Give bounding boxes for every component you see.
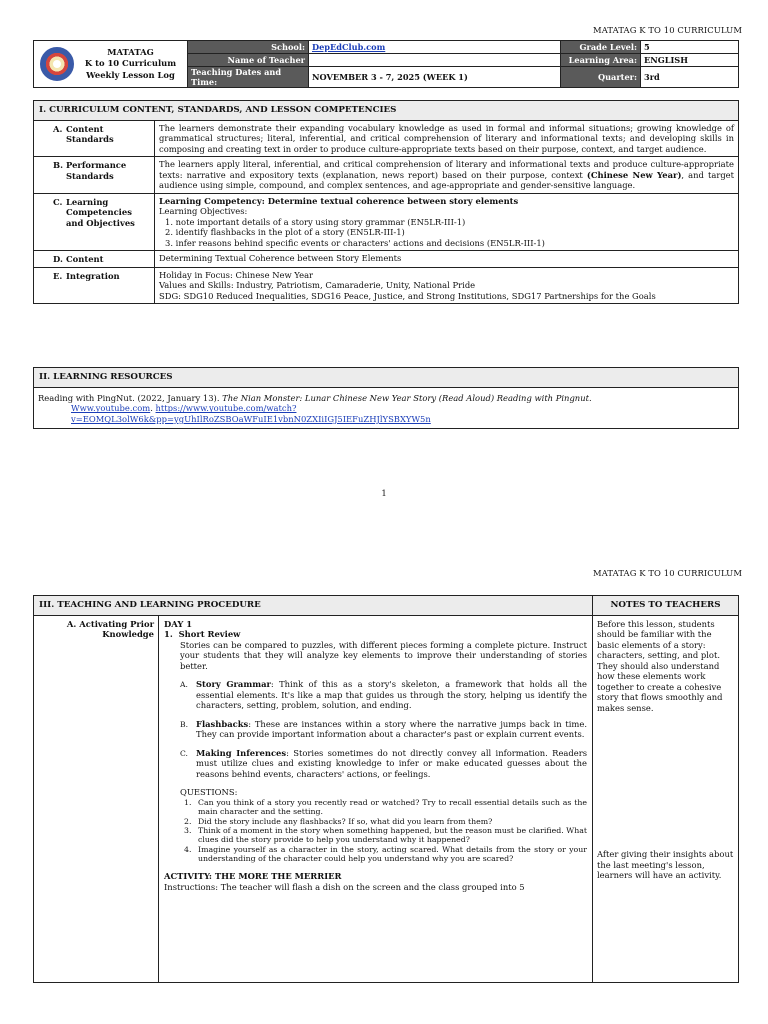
text-run-bold: (Chinese New Year)	[586, 169, 682, 180]
row-label	[34, 157, 155, 193]
row-letter: C.	[53, 196, 63, 207]
row-label	[34, 194, 155, 251]
page-number: 1	[381, 488, 387, 498]
procedure-table	[33, 595, 739, 983]
school-link[interactable]: DepEdClub.com	[312, 41, 386, 52]
reference-links	[38, 414, 734, 425]
area-label: Learning Area:	[561, 54, 641, 67]
procedure-table-header	[34, 596, 738, 616]
question-number: 4.	[184, 844, 192, 854]
row-content	[155, 268, 738, 304]
item-desc: : Think of this as a story's skeleton, a framework that holds all the essential elements. It's like a map that guides us through the story, helping us identify the characters, setting, problem, solution, and ending.	[196, 679, 587, 711]
question-item	[184, 845, 587, 864]
item-key: C.	[180, 748, 188, 758]
text-run: The learners apply literal, inferential, and critical comprehension of literary and informational texts and produce culture-appropriate texts: narrative and expository texts (explanation, news report) based on their purpose, context	[159, 159, 734, 180]
row-content	[155, 157, 738, 193]
question-text: Imagine yourself as a character in the story, acting scared. What details from the story or your understanding of the character could help you understand why you are scared?	[198, 844, 587, 863]
concept-item	[180, 748, 587, 780]
item-term: Making Inferences	[196, 747, 287, 758]
grade-value: 5	[641, 41, 738, 54]
item-text	[196, 719, 587, 740]
item-text	[196, 748, 587, 780]
list-number: 1.	[164, 629, 173, 640]
teacher-value	[309, 54, 561, 67]
row-letter: E.	[53, 270, 63, 281]
short-review-title: Short Review	[178, 629, 241, 640]
reference-links: Www.youtube.com. https://www.youtube.com/watch?	[71, 403, 297, 414]
text-run: .	[588, 392, 592, 403]
question-item	[184, 817, 587, 826]
row-letter: D.	[53, 254, 63, 265]
item-text	[196, 679, 587, 711]
concept-item	[180, 719, 587, 740]
video-link-continued[interactable]: v=EOMQL3olW6k&pp=ygUhIlRoZSBOaWFuIE1vbnN0ZXIiIGJ5IEFuZHJlYSBXYW5n	[71, 413, 431, 424]
row-label-text: Learning Competencies and Objectives	[66, 196, 135, 228]
row-label	[34, 268, 155, 304]
row-label-text: Activating Prior Knowledge	[79, 618, 154, 640]
running-header: MATATAG K TO 10 CURRICULUM	[593, 25, 742, 35]
integration-row	[34, 268, 738, 304]
reference-line	[38, 393, 734, 404]
title-line: MATATAG	[107, 46, 154, 57]
row-content: Determining Textual Coherence between Story Elements	[159, 253, 402, 264]
dates-value: NOVEMBER 3 - 7, 2025 (WEEK 1)	[309, 67, 561, 88]
header-fields	[188, 41, 738, 87]
school-value	[309, 41, 561, 54]
question-item	[184, 798, 587, 817]
procedure-content	[159, 616, 593, 982]
row-label-text: Performance Standards	[66, 160, 127, 181]
youtube-link[interactable]: Www.youtube.com	[71, 403, 151, 414]
row-label-text: Content Standards	[66, 123, 114, 145]
video-link[interactable]: https://www.youtube.com/watch?	[155, 403, 297, 414]
item-key: B.	[180, 719, 188, 729]
question-item	[184, 826, 587, 845]
area-value: ENGLISH	[641, 54, 738, 67]
item-term: Story Grammar	[196, 679, 271, 690]
deped-seal-icon	[40, 47, 74, 81]
objective-item: 1. note important details of a story using story grammar (EN5LR-III-1)	[165, 216, 466, 227]
title-line: Weekly Lesson Log	[86, 69, 175, 80]
row-content	[155, 194, 738, 251]
review-intro: Stories can be compared to puzzles, with different pieces forming a complete picture. Instruct your students that they will analyze key elements to improve their understanding of stories better.	[180, 639, 587, 671]
question-text: Did the story include any flashbacks? If so, what did you learn from them?	[198, 816, 493, 826]
row-label	[34, 251, 155, 267]
notes-heading: NOTES TO TEACHERS	[610, 600, 721, 610]
text-run: , and target audience using simple, compound, and complex sentences, and age-appropriate and gender-sensitive language.	[159, 169, 734, 191]
content-row	[34, 251, 738, 268]
reference-title: The Nian Monster: Lunar Chinese New Year Story (Read Aloud) Reading with Pingnut	[222, 392, 589, 403]
quarter-label: Quarter:	[561, 67, 641, 88]
item-desc: : These are instances within a story where the narrative jumps back in time. They can provide important information about a character's past or explain current events.	[196, 718, 587, 740]
row-label	[34, 121, 155, 157]
questions-label: QUESTIONS:	[180, 787, 238, 798]
lesson-log-title	[74, 47, 187, 81]
teacher-note: Before this lesson, students should be familiar with the basic elements of a story: characters, setting, and plot. They should also understand how these elements work together to create a cohesive story that flows smoothly and makes sense.	[597, 618, 723, 713]
resources-section	[33, 367, 739, 429]
row-label	[34, 616, 159, 982]
objectives-list	[159, 217, 734, 249]
question-number: 1.	[184, 797, 192, 807]
item-desc: : Stories sometimes do not directly convey all information. Readers must utilize clues and existing knowledge to infer or make educated guesses about the reasons behind events, characters' actions, or feelings.	[196, 747, 588, 779]
competencies-row	[34, 194, 738, 252]
item-term: Flashbacks	[196, 718, 249, 729]
objective-item: 3. infer reasons behind specific events or characters' actions and decisions (EN5LR-III-1)	[165, 237, 545, 248]
procedure-heading: III. TEACHING AND LEARNING PROCEDURE	[34, 596, 593, 615]
row-content: The learners demonstrate their expanding vocabulary knowledge as used in formal and informal situations; growing knowledge of grammatical structures; literal, inferential, and critical comprehension of literary and informational texts; and developing skills in composing and creating text in order to produce culture-appropriate texts based on their purpose, context, and target audience.	[159, 122, 734, 154]
questions-list	[184, 798, 587, 863]
row-label-text: Integration	[66, 270, 120, 281]
integration-line: Values and Skills: Industry, Patriotism, Camaraderie, Unity, National Pride	[159, 280, 476, 291]
activity-title: ACTIVITY: THE MORE THE MERRIER	[164, 871, 342, 882]
activity-instructions: Instructions: The teacher will flash a dish on the screen and the class grouped into 5	[164, 881, 525, 892]
content-standards-row	[34, 121, 738, 158]
row-letter: A.	[66, 618, 77, 629]
curriculum-section	[33, 100, 739, 304]
row-letter: A.	[53, 123, 63, 134]
objective-item: 2. identify flashbacks in the plot of a story (EN5LR-III-1)	[165, 227, 405, 238]
grade-label: Grade Level:	[561, 41, 641, 54]
procedure-row	[34, 616, 738, 982]
teacher-label: Name of Teacher	[188, 54, 309, 67]
dates-label: Teaching Dates and Time:	[188, 67, 309, 88]
day-heading: DAY 1	[164, 618, 193, 629]
row-label-text: Content	[66, 254, 104, 265]
running-header: MATATAG K TO 10 CURRICULUM	[593, 568, 742, 578]
notes-column	[593, 616, 738, 982]
performance-standards-row	[34, 157, 738, 194]
lesson-log-header	[33, 40, 739, 88]
school-label: School:	[188, 41, 309, 54]
item-key: A.	[180, 680, 188, 690]
resource-reference	[34, 388, 738, 429]
question-number: 2.	[184, 816, 192, 826]
integration-line: SDG: SDG10 Reduced Inequalities, SDG16 Peace, Justice, and Strong Institutions, SDG17 Partnerships for the Goals	[159, 290, 656, 301]
short-review-heading	[164, 629, 587, 640]
section-heading: II. LEARNING RESOURCES	[34, 368, 738, 388]
concept-item	[180, 679, 587, 711]
header-logo-cell	[34, 41, 188, 87]
section-heading: I. CURRICULUM CONTENT, STANDARDS, AND LESSON COMPETENCIES	[34, 101, 738, 121]
title-line: K to 10 Curriculum	[84, 58, 177, 69]
row-letter: B.	[53, 160, 63, 171]
quarter-value: 3rd	[644, 71, 660, 82]
question-text: Think of a moment in the story when something happened, but the reason must be clarified. What clues did the story provide to help you understand why it happened?	[198, 825, 587, 845]
question-number: 3.	[184, 825, 192, 835]
objectives-label: Learning Objectives:	[159, 206, 248, 217]
teacher-note: After giving their insights about the last meeting's lesson, learners will have an activity.	[597, 849, 734, 881]
integration-line: Holiday in Focus: Chinese New Year	[159, 269, 314, 280]
competency-heading: Learning Competency: Determine textual coherence between story elements	[159, 195, 519, 206]
question-text: Can you think of a story you recently read or watched? Try to recall essential details such as the main character and the setting.	[198, 797, 587, 817]
text-run: Reading with PingNut. (2022, January 13).	[38, 392, 223, 403]
